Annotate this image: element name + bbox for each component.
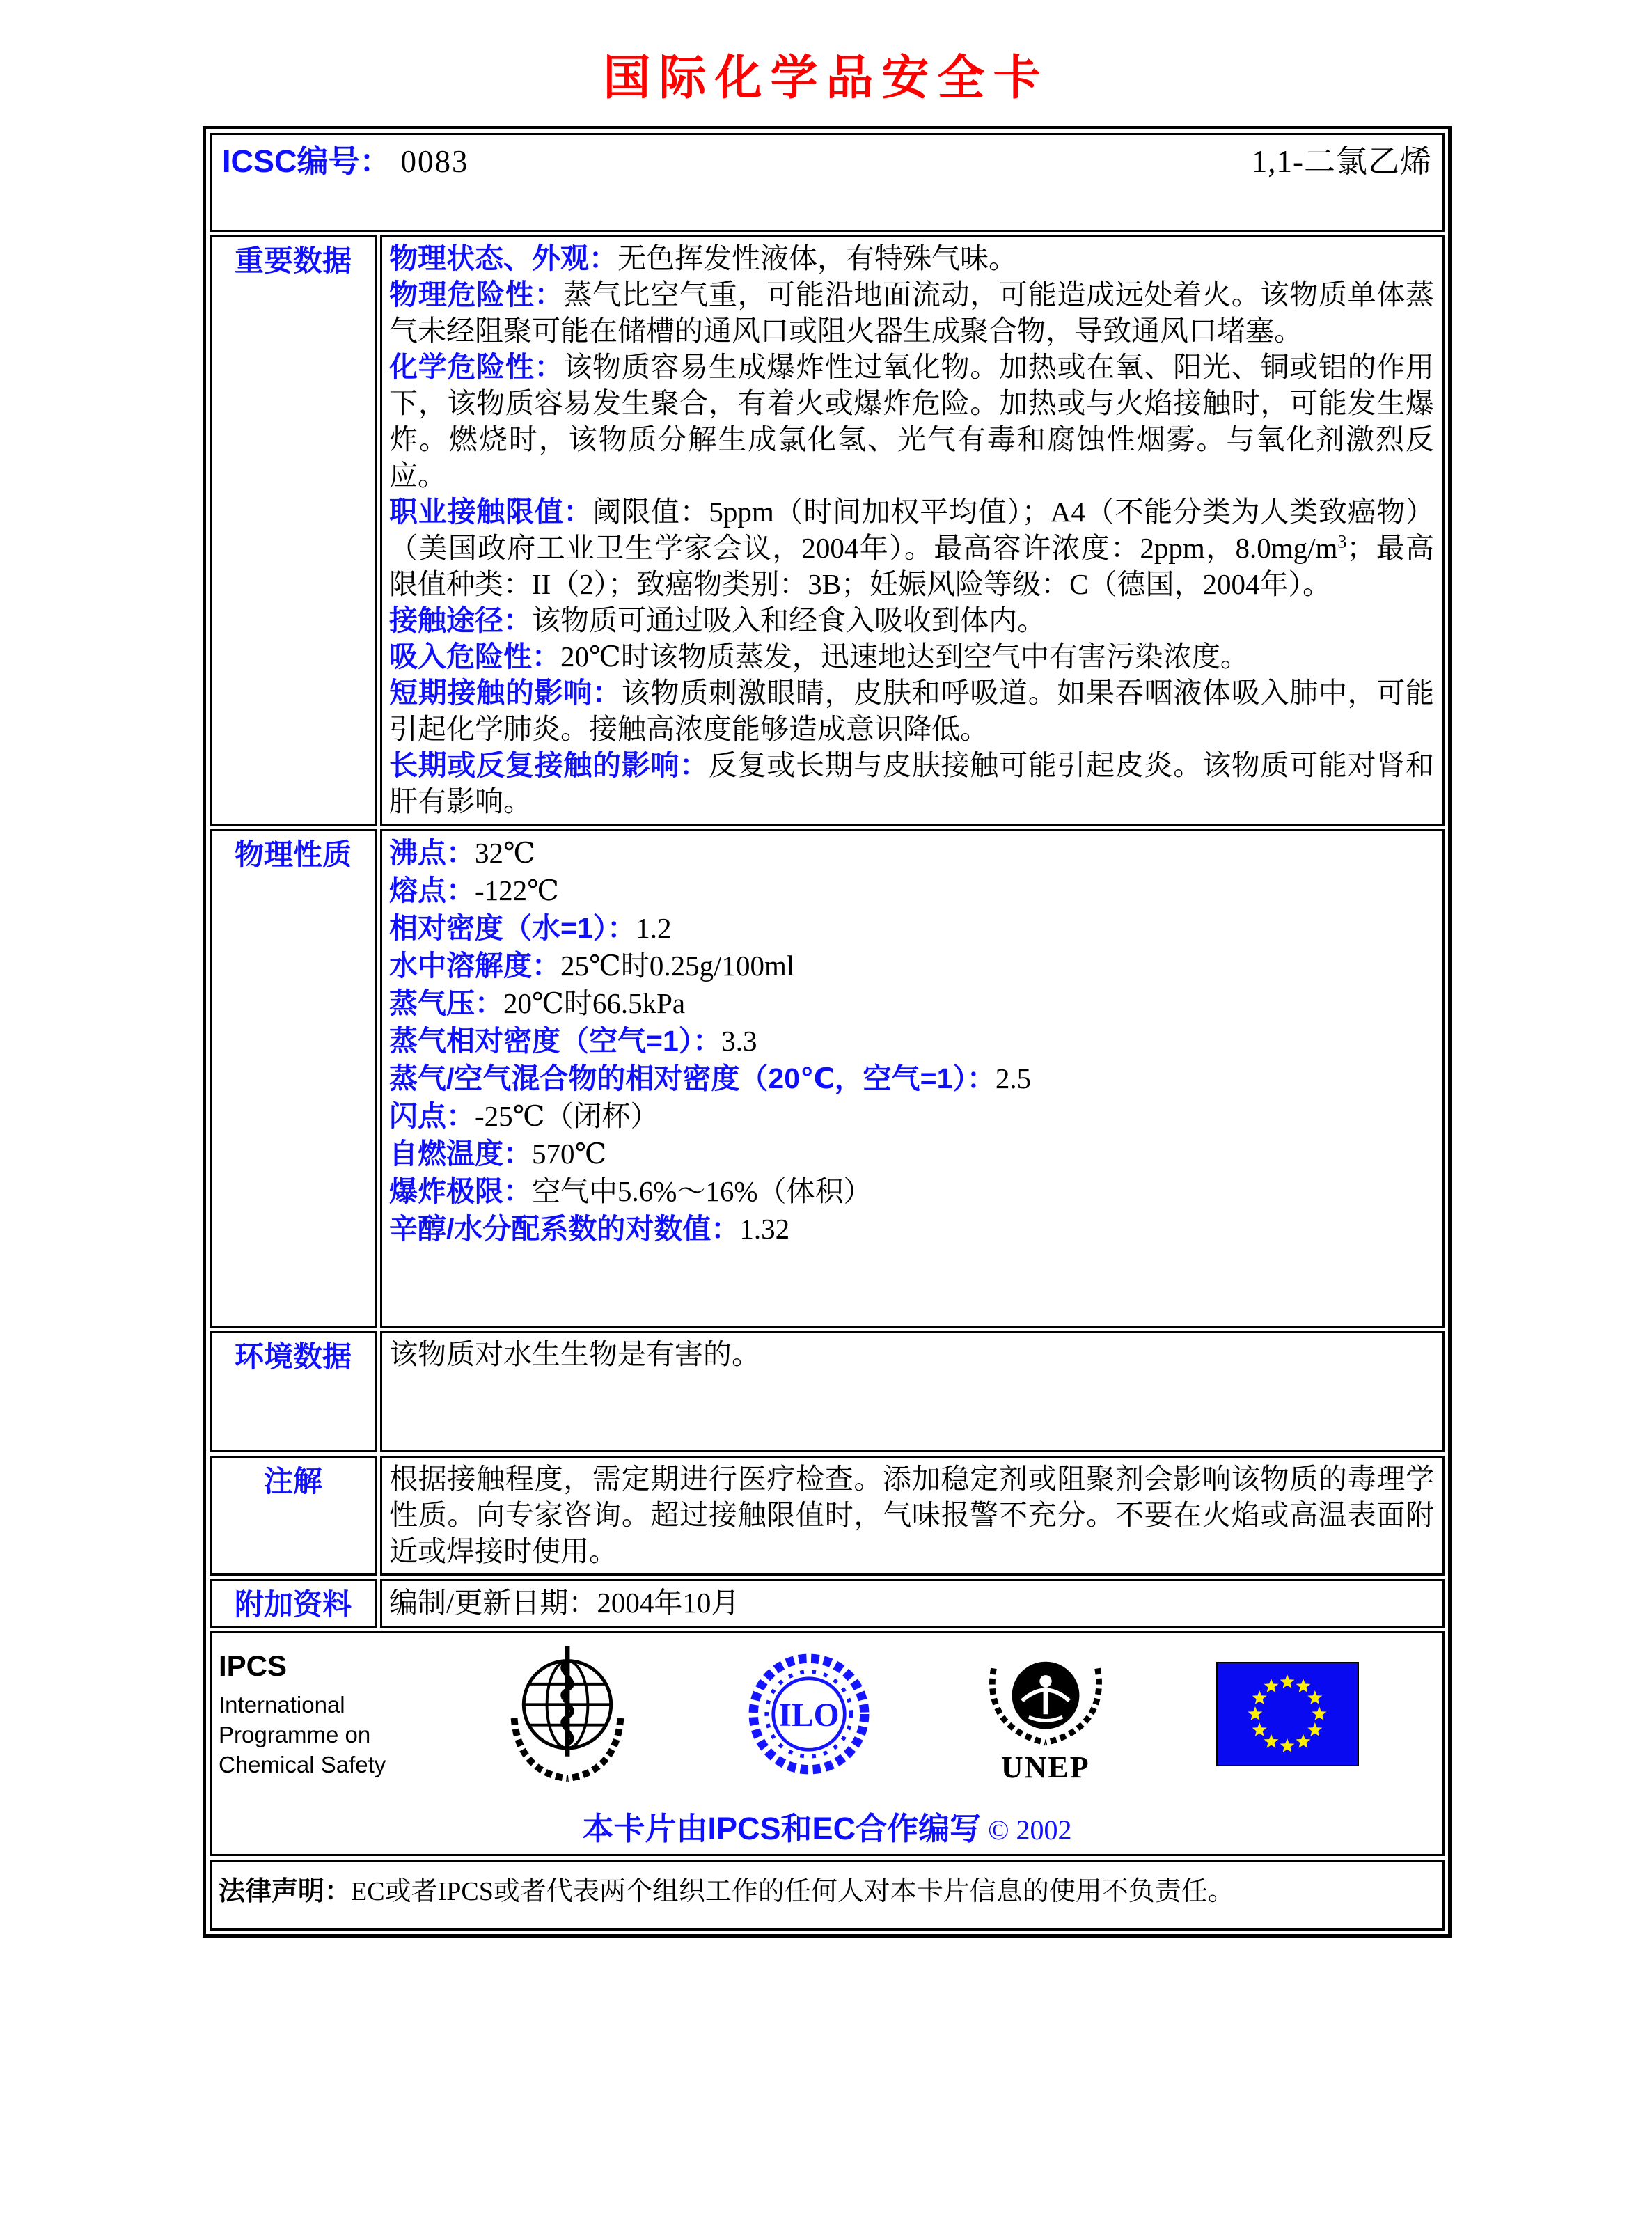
notes-text: 根据接触程度，需定期进行医疗检查。添加稳定剂或阻聚剂会影响该物质的毒理学性质。向专家咨询。超过接触限值时，气味报警不充分。不要在火焰或高温表面附近或焊接时使用。	[389, 1463, 1434, 1567]
who-icon	[499, 1642, 636, 1786]
additional-info-row	[210, 1579, 1445, 1628]
update-date-label: 编制/更新日期：	[389, 1587, 597, 1619]
property-flash-point	[389, 1097, 1434, 1135]
property-name: 相对密度（水=1）：	[389, 912, 636, 944]
section-label-important-data: 重要数据	[210, 235, 377, 826]
property-name: 爆炸极限：	[389, 1175, 532, 1207]
para-exposure-routes	[389, 602, 1434, 638]
unep-icon	[982, 1644, 1110, 1754]
physical-properties-content	[380, 829, 1445, 1328]
environmental-text: 该物质对水生生物是有害的。	[389, 1338, 760, 1370]
property-value: 1.2	[636, 912, 672, 944]
field-label: 职业接触限值：	[389, 496, 593, 528]
environmental-data-row	[210, 1331, 1445, 1452]
para-physical-state	[389, 240, 1434, 276]
para-long-term-effects	[389, 747, 1434, 819]
property-value: 2.5	[995, 1062, 1032, 1094]
property-value: 570℃	[532, 1138, 607, 1170]
additional-info-content	[380, 1579, 1445, 1628]
property-name: 闪点：	[389, 1100, 475, 1132]
field-text: ；最高限值种类：II（2）；致癌物类别：3B；妊娠风险等级：C（德国，2004年）。	[389, 532, 1435, 600]
physical-properties-row	[210, 829, 1445, 1328]
property-vapor-air-density	[389, 1060, 1434, 1097]
para-physical-danger	[389, 276, 1434, 349]
section-label-physical-properties: 物理性质	[210, 829, 377, 1328]
ipcs-acronym: IPCS	[219, 1649, 288, 1682]
property-value: 32℃	[475, 837, 535, 869]
legal-text: EC或者IPCS或者代表两个组织工作的任何人对本卡片信息的使用不负责任。	[351, 1877, 1234, 1906]
legal-cell	[210, 1860, 1445, 1931]
field-text: 该物质可通过吸入和经食入吸收到体内。	[532, 604, 1046, 636]
legal-row	[210, 1860, 1445, 1931]
property-name: 蒸气/空气混合物的相对密度（20℃，空气=1）：	[389, 1062, 996, 1094]
property-name: 蒸气压：	[389, 987, 503, 1019]
unep-logo-box	[982, 1644, 1110, 1785]
important-data-row	[210, 235, 1445, 826]
field-label: 接触途径：	[389, 604, 532, 636]
ipcs-line: Chemical Safety	[219, 1751, 386, 1777]
property-value: 空气中5.6%～16%（体积）	[532, 1175, 872, 1207]
property-value: -25℃（闭杯）	[475, 1100, 659, 1132]
property-value: 20℃时66.5kPa	[503, 987, 686, 1019]
page-title: 国际化学品安全卡	[603, 50, 1049, 106]
field-label: 物理危险性：	[389, 278, 564, 311]
para-inhalation-risk	[389, 638, 1434, 675]
header-row	[210, 133, 1445, 232]
section-label-environmental-data: 环境数据	[210, 1331, 377, 1452]
section-label-additional-info: 附加资料	[210, 1579, 377, 1628]
credit-year: © 2002	[988, 1814, 1072, 1846]
ilo-icon	[743, 1644, 875, 1784]
field-text: 反复或长期与皮肤接触可能引起皮炎。该物质可能对肾和肝有影响。	[389, 749, 1434, 817]
property-octanol-water	[389, 1210, 1434, 1248]
property-value: 3.3	[721, 1025, 757, 1057]
property-melting-point	[389, 872, 1434, 909]
field-label: 短期接触的影响：	[389, 677, 622, 709]
chemical-name: 1,1-二氯乙烯	[1251, 144, 1432, 179]
property-name: 熔点：	[389, 874, 475, 906]
ipcs-line: Programme on	[219, 1721, 371, 1747]
environmental-data-content	[380, 1331, 1445, 1452]
field-text: 阈限值：5ppm（时间加权平均值）；A4（不能分类为人类致癌物）（美国政府工业卫生学家会议，2004年）。最高容许浓度：2ppm，8.0mg/m	[389, 496, 1435, 564]
property-name: 水中溶解度：	[389, 950, 560, 982]
field-text: 该物质刺激眼睛，皮肤和呼吸道。如果吞咽液体吸入肺中，可能引起化学肺炎。接触高浓度能够造成意识降低。	[389, 677, 1435, 745]
logos-row	[210, 1631, 1445, 1856]
property-vapor-pressure	[389, 984, 1434, 1022]
field-label: 吸入危险性：	[389, 641, 560, 673]
superscript: 3	[1337, 531, 1347, 552]
property-water-solubility	[389, 947, 1434, 984]
property-value: 25℃时0.25g/100ml	[560, 950, 795, 982]
property-autoignition-temp	[389, 1135, 1434, 1172]
field-label: 物理状态、外观：	[389, 242, 617, 274]
ilo-text: ILO	[778, 1697, 840, 1734]
who-logo-box	[499, 1642, 636, 1786]
field-text: 该物质容易生成爆炸性过氧化物。加热或在氧、阳光、铜或铝的作用下，该物质容易发生聚合，有着火或爆炸危险。加热或与火焰接触时，可能发生爆炸。燃烧时，该物质分解生成氯化氢、光气有毒和腐蚀性烟雾。与氧化剂激烈反应。	[389, 351, 1435, 492]
field-label: 化学危险性：	[389, 351, 564, 383]
section-label-notes: 注解	[210, 1456, 377, 1576]
logos-cell	[210, 1631, 1445, 1856]
notes-row	[210, 1456, 1445, 1576]
field-text: 无色挥发性液体，有特殊气味。	[617, 242, 1017, 274]
credit-line	[212, 1803, 1442, 1848]
property-name: 沸点：	[389, 837, 475, 869]
eu-flag-box	[1216, 1662, 1359, 1766]
notes-content	[380, 1456, 1445, 1576]
property-name: 自燃温度：	[389, 1138, 532, 1170]
property-boiling-point	[389, 834, 1434, 872]
para-short-term-effects	[389, 675, 1434, 747]
ilo-logo-box	[743, 1644, 875, 1784]
credit-text: 本卡片由IPCS和EC合作编写	[582, 1811, 982, 1846]
property-relative-density	[389, 909, 1434, 947]
field-text: 蒸气比空气重，可能沿地面流动，可能造成远处着火。该物质单体蒸气未经阻聚可能在储槽的通风口或阻火器生成聚合物，导致通风口堵塞。	[389, 278, 1435, 347]
icsc-number-group	[222, 136, 469, 181]
update-date-value: 2004年10月	[597, 1587, 740, 1619]
important-data-content	[380, 235, 1445, 826]
icsc-card-table	[203, 126, 1452, 1938]
icsc-number-label: ICSC编号：	[222, 143, 391, 179]
property-name: 辛醇/水分配系数的对数值：	[389, 1213, 740, 1245]
para-occupational-limits	[389, 494, 1434, 602]
ipcs-line: International	[219, 1691, 345, 1718]
icsc-number-value: 0083	[400, 144, 469, 179]
field-text: 20℃时该物质蒸发，迅速地达到空气中有害污染浓度。	[560, 641, 1249, 673]
update-date-line	[389, 1584, 1434, 1621]
property-vapor-density	[389, 1022, 1434, 1060]
ipcs-text-block	[219, 1649, 393, 1780]
header-cell	[210, 133, 1445, 232]
property-explosive-limits	[389, 1172, 1434, 1210]
property-value: -122℃	[475, 874, 560, 906]
eu-flag-icon	[1216, 1662, 1359, 1766]
unep-text: UNEP	[1000, 1750, 1090, 1784]
legal-label: 法律声明：	[219, 1877, 352, 1906]
property-name: 蒸气相对密度（空气=1）：	[389, 1025, 722, 1057]
property-value: 1.32	[739, 1213, 790, 1245]
para-chemical-danger	[389, 349, 1434, 494]
field-label: 长期或反复接触的影响：	[389, 749, 709, 781]
